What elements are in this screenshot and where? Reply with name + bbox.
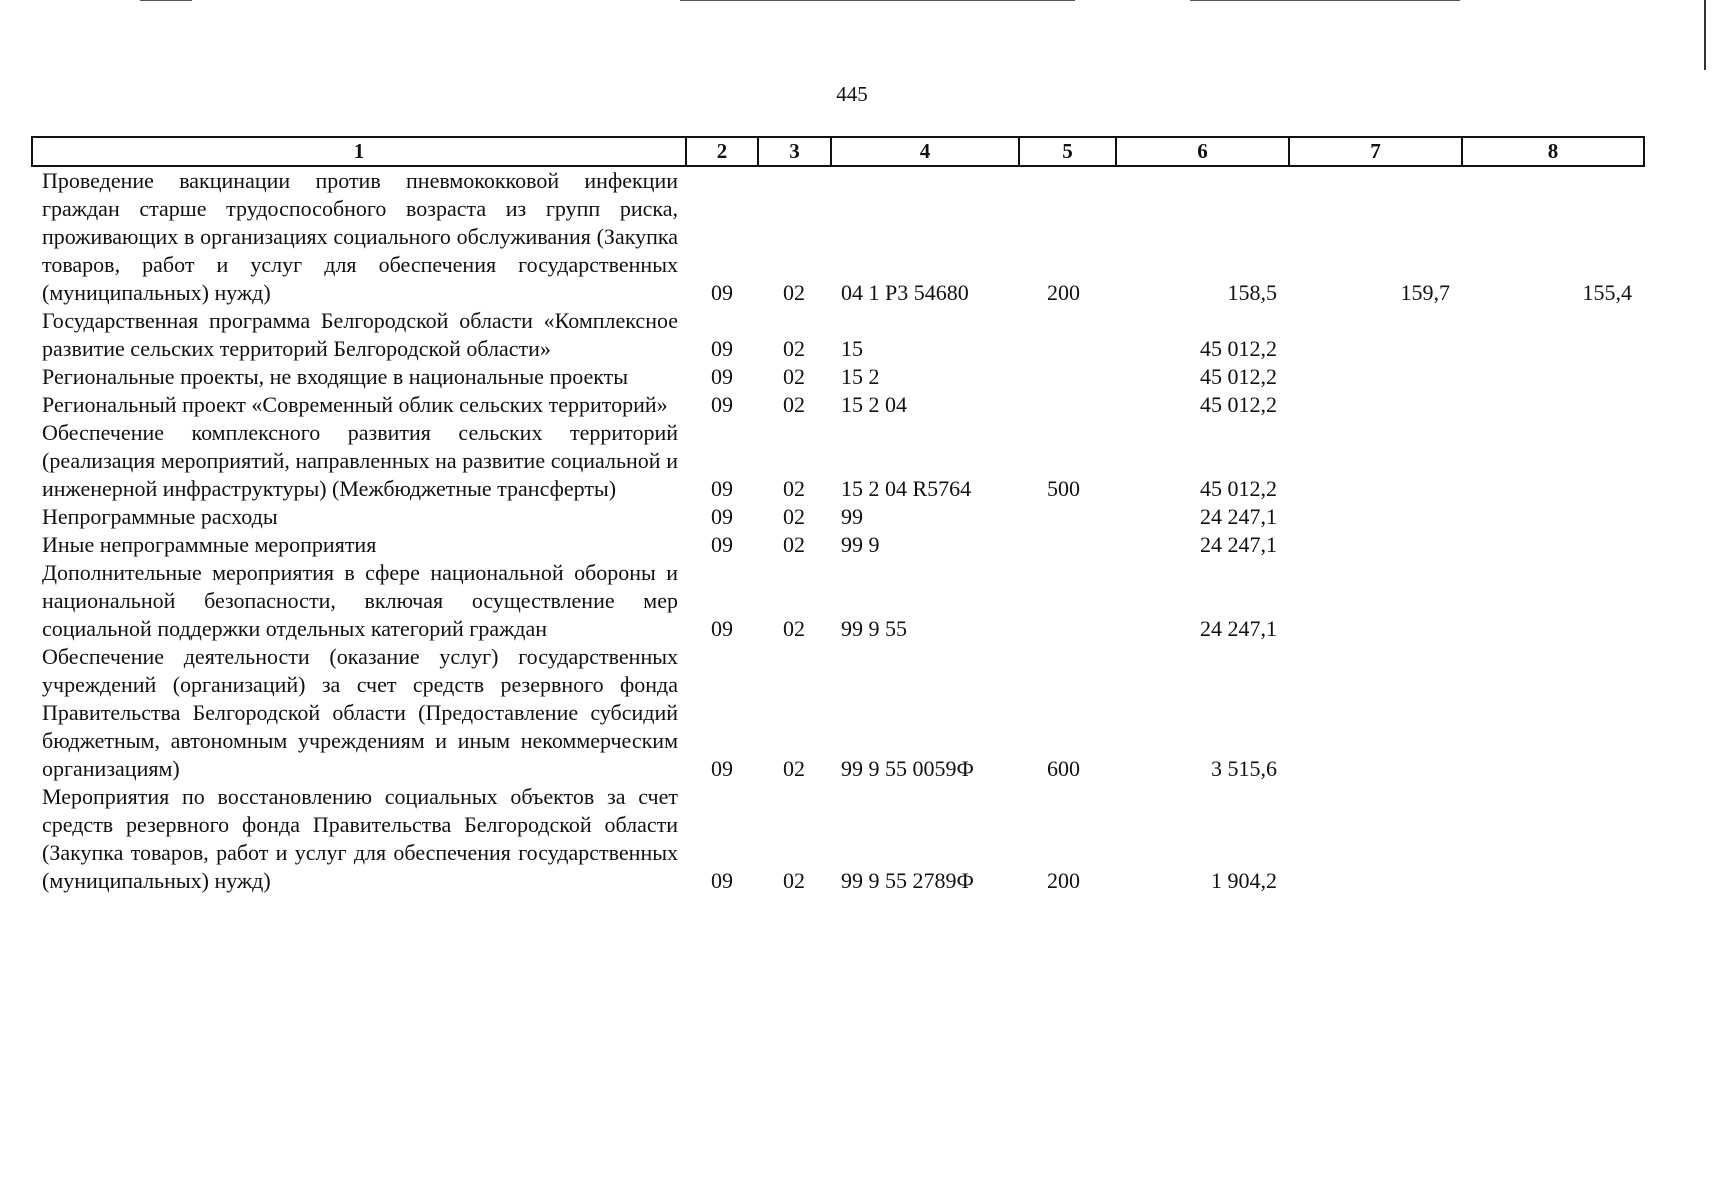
column-header: 1 (32, 137, 686, 166)
row-expense-type: 600 (1047, 756, 1080, 781)
page-number-text: 445 (836, 82, 868, 106)
table-row (32, 363, 1644, 391)
row-description: Обеспечение комплексного развития сельских территорий (реализация мероприятий, направленных на развитие социальной и инженерной инфраструктуры) (Межбюджетные трансферты) (42, 420, 678, 501)
row-target-article: 99 (841, 504, 863, 529)
scan-artifact-line (680, 0, 1075, 1)
row-sum-1: 1 904,2 (1211, 868, 1277, 893)
row-target-article: 99 9 55 (841, 616, 907, 641)
table-row (32, 643, 1644, 783)
row-expense-type (1019, 531, 1116, 559)
scan-artifact-line (1190, 0, 1460, 1)
row-sum-1: 45 012,2 (1200, 364, 1277, 389)
budget-table (31, 136, 1645, 895)
row-section: 09 (711, 364, 733, 389)
row-expense-type (1019, 503, 1116, 531)
row-sum-2 (1289, 559, 1462, 643)
row-description: Проведение вакцинации против пневмококковой инфекции граждан старше трудоспособного возраста из групп риска, проживающих в организациях социального обслуживания (Закупка товаров, работ и услуг для обеспечения государственных (муниципальных) нужд) (42, 168, 678, 305)
row-sum-3 (1462, 503, 1644, 531)
row-expense-type (1019, 559, 1116, 643)
row-sum-1: 45 012,2 (1200, 476, 1277, 501)
row-sum-2 (1289, 503, 1462, 531)
row-description: Иные непрограммные мероприятия (42, 532, 377, 557)
row-subsection: 02 (783, 504, 805, 529)
row-subsection: 02 (783, 756, 805, 781)
row-subsection: 02 (783, 532, 805, 557)
row-sum-3 (1462, 531, 1644, 559)
row-sum-1: 3 515,6 (1211, 756, 1277, 781)
column-header: 4 (831, 137, 1019, 166)
row-target-article: 15 2 (841, 364, 880, 389)
row-section: 09 (711, 616, 733, 641)
row-target-article: 15 2 04 R5764 (841, 476, 972, 501)
row-sum-3 (1462, 643, 1644, 783)
row-section: 09 (711, 280, 733, 305)
row-description: Региональные проекты, не входящие в национальные проекты (42, 364, 629, 389)
row-description: Дополнительные мероприятия в сфере национальной обороны и национальной безопасности, включая осуществление мер социальной поддержки отдельных категорий граждан (42, 560, 678, 641)
row-section: 09 (711, 504, 733, 529)
row-sum-3 (1462, 559, 1644, 643)
row-subsection: 02 (783, 280, 805, 305)
row-section: 09 (711, 532, 733, 557)
table-row (32, 307, 1644, 363)
table-row (32, 531, 1644, 559)
row-description: Обеспечение деятельности (оказание услуг) государственных учреждений (организаций) за счет средств резервного фонда Правительства Белгородской области (Предоставление субсидий бюджетным, автономным учреждениям и иным некоммерческим организациям) (42, 644, 678, 781)
column-header: 6 (1116, 137, 1289, 166)
scan-artifact-line (140, 0, 192, 1)
row-sum-2 (1289, 419, 1462, 503)
row-section: 09 (711, 868, 733, 893)
row-sum-3 (1462, 419, 1644, 503)
row-sum-3 (1462, 307, 1644, 363)
row-target-article: 15 2 04 (841, 392, 907, 417)
row-expense-type (1019, 307, 1116, 363)
row-sum-1: 45 012,2 (1200, 392, 1277, 417)
row-description: Мероприятия по восстановлению социальных объектов за счет средств резервного фонда Правительства Белгородской области (Закупка товаров, работ и услуг для обеспечения государственных (муниципальных) нужд) (42, 784, 678, 893)
row-sum-1: 24 247,1 (1200, 616, 1277, 641)
row-subsection: 02 (783, 868, 805, 893)
row-section: 09 (711, 756, 733, 781)
row-section: 09 (711, 336, 733, 361)
row-sum-3 (1462, 783, 1644, 895)
row-target-article: 15 (841, 336, 863, 361)
row-sum-2 (1289, 363, 1462, 391)
header-row (32, 137, 1644, 166)
row-target-article: 99 9 55 0059Ф (841, 756, 974, 781)
column-header: 7 (1289, 137, 1462, 166)
row-expense-type: 200 (1047, 280, 1080, 305)
row-subsection: 02 (783, 336, 805, 361)
table-row (32, 391, 1644, 419)
row-target-article: 04 1 P3 54680 (841, 280, 969, 305)
scan-edge (1704, 0, 1706, 70)
row-sum-2: 159,7 (1400, 280, 1450, 305)
row-sum-3: 155,4 (1582, 280, 1632, 305)
row-sum-1: 24 247,1 (1200, 504, 1277, 529)
row-sum-2 (1289, 643, 1462, 783)
row-expense-type: 200 (1047, 868, 1080, 893)
row-sum-2 (1289, 531, 1462, 559)
table-row (32, 503, 1644, 531)
row-subsection: 02 (783, 476, 805, 501)
row-description: Непрограммные расходы (42, 504, 278, 529)
page-number (0, 82, 1714, 107)
row-description: Государственная программа Белгородской области «Комплексное развитие сельских территорий Белгородской области» (42, 308, 678, 361)
row-sum-1: 158,5 (1227, 280, 1277, 305)
row-sum-3 (1462, 363, 1644, 391)
row-section: 09 (711, 392, 733, 417)
row-subsection: 02 (783, 364, 805, 389)
row-sum-2 (1289, 307, 1462, 363)
row-sum-2 (1289, 783, 1462, 895)
row-sum-1: 24 247,1 (1200, 532, 1277, 557)
row-description: Региональный проект «Современный облик сельских территорий» (42, 392, 668, 417)
table-row (32, 419, 1644, 503)
column-header: 2 (686, 137, 758, 166)
row-section: 09 (711, 476, 733, 501)
row-sum-2 (1289, 391, 1462, 419)
row-expense-type: 500 (1047, 476, 1080, 501)
row-target-article: 99 9 55 2789Ф (841, 868, 974, 893)
row-expense-type (1019, 391, 1116, 419)
row-expense-type (1019, 363, 1116, 391)
table-row (32, 166, 1644, 307)
column-header: 3 (758, 137, 831, 166)
row-target-article: 99 9 (841, 532, 880, 557)
row-sum-1: 45 012,2 (1200, 336, 1277, 361)
row-subsection: 02 (783, 392, 805, 417)
table-row (32, 559, 1644, 643)
row-sum-3 (1462, 391, 1644, 419)
table-row (32, 783, 1644, 895)
row-subsection: 02 (783, 616, 805, 641)
column-header: 8 (1462, 137, 1644, 166)
column-header: 5 (1019, 137, 1116, 166)
